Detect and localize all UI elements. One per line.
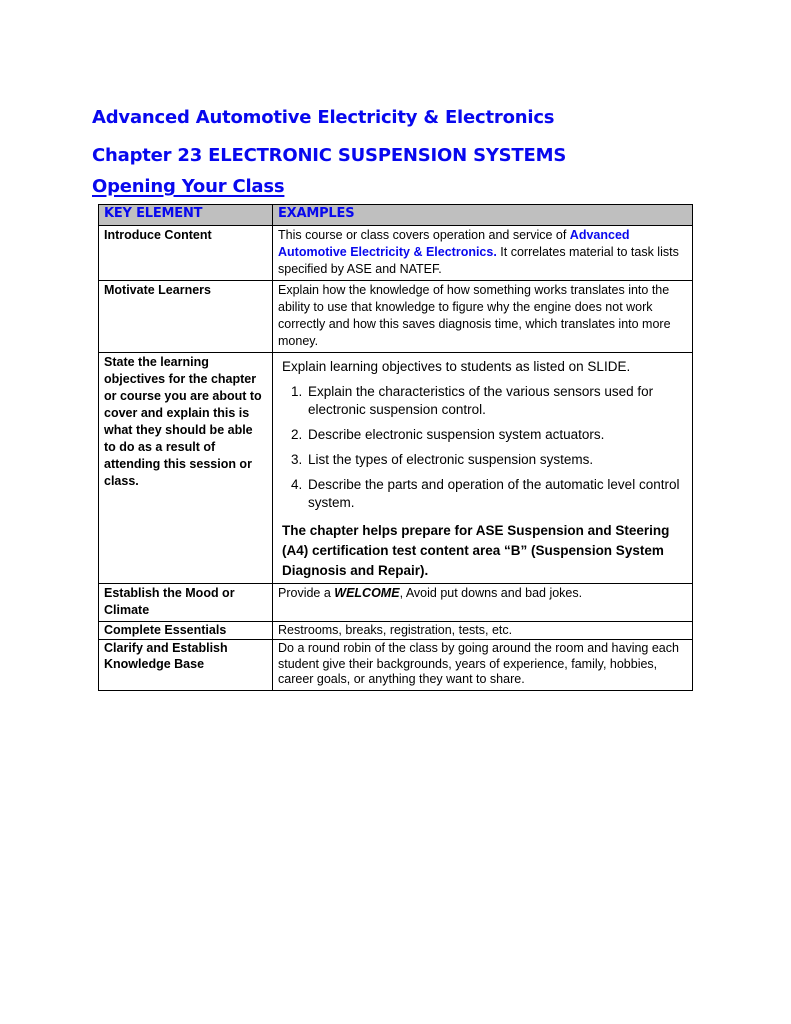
objectives-list [282, 383, 687, 512]
example-text: , Avoid put downs and bad jokes. [399, 586, 583, 600]
example-cell: Restrooms, breaks, registration, tests, etc. [273, 622, 693, 640]
table-row-complete-essentials [99, 622, 693, 640]
key-cell: Motivate Learners [99, 281, 273, 353]
example-cell: Do a round robin of the class by going around the room and having each student give their backgrounds, years of experience, family, hobbies, career goals, or anything they want to share. [273, 640, 693, 691]
example-cell [273, 353, 693, 584]
chapter-heading: Chapter 23 ELECTRONIC SUSPENSION SYSTEMS [92, 145, 567, 166]
key-cell: State the learning objectives for the chapter or course you are about to cover and explain this is what they should be able to do as a result of attending this session or class. [99, 353, 273, 584]
objective-item: 2. Describe electronic suspension system actuators. [306, 426, 687, 444]
lesson-plan-table [98, 204, 693, 691]
key-cell: Establish the Mood or Climate [99, 584, 273, 622]
key-cell: Introduce Content [99, 226, 273, 281]
column-header-key-element: KEY ELEMENT [99, 205, 273, 226]
key-cell: Clarify and Establish Knowledge Base [99, 640, 273, 691]
example-emphasis-text: WELCOME [334, 586, 400, 600]
table-row-establish-mood [99, 584, 693, 622]
objective-item: 3. List the types of electronic suspension systems. [306, 451, 687, 469]
objective-item: 4. Describe the parts and operation of the automatic level control system. [306, 476, 687, 512]
ase-certification-note: The chapter helps prepare for ASE Suspension and Steering (A4) certification test content area “B” (Suspension System Diagnosis and Repair). [282, 523, 670, 578]
objective-item: 1. Explain the characteristics of the various sensors used for electronic suspension control. [306, 383, 687, 419]
table-row-clarify-knowledge-base [99, 640, 693, 691]
example-text: Provide a [278, 586, 335, 600]
example-cell: Explain how the knowledge of how something works translates into the ability to use that knowledge to figure why the engine does not work correctly and how this saves diagnosis time, which translates into more money. [273, 281, 693, 353]
column-header-examples: EXAMPLES [273, 205, 693, 226]
section-heading: Opening Your Class [92, 176, 285, 197]
table-row-learning-objectives [99, 353, 693, 584]
table-row-introduce-content [99, 226, 693, 281]
example-cell [273, 226, 693, 281]
table-header-row [99, 205, 693, 226]
example-text: This course or class covers operation and service of [278, 228, 570, 242]
doc-title: Advanced Automotive Electricity & Electronics [92, 107, 555, 128]
example-text: It correlates material to task lists specified by ASE and NATEF. [278, 245, 679, 276]
objectives-intro: Explain learning objectives to students as listed on SLIDE. [282, 359, 631, 374]
key-cell: Complete Essentials [99, 622, 273, 640]
example-highlight-text: Advanced Automotive Electricity & Electronics. [278, 228, 630, 259]
table-row-motivate-learners [99, 281, 693, 353]
example-cell [273, 584, 693, 622]
